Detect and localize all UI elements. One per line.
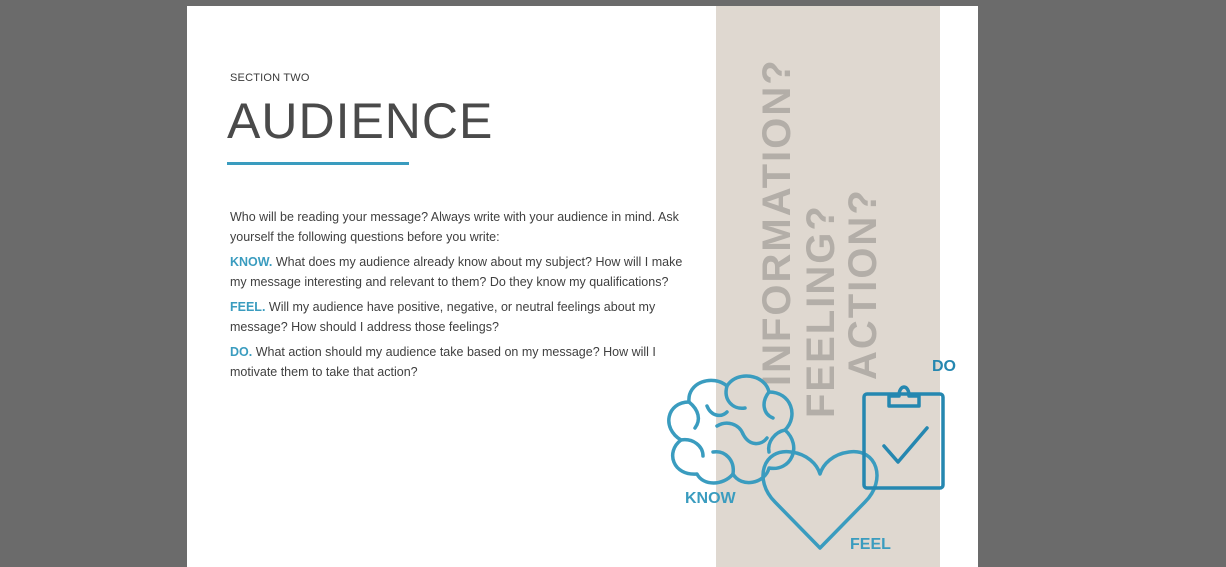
document-page <box>187 6 978 567</box>
section-label: SECTION TWO <box>230 72 310 84</box>
vertical-word-action: ACTION? <box>841 188 885 380</box>
icon-layer <box>187 6 978 567</box>
label-feel: FEEL <box>850 536 891 553</box>
label-do: DO <box>932 358 956 375</box>
page-title: AUDIENCE <box>227 93 494 149</box>
vertical-word-information: INFORMATION? <box>755 58 799 386</box>
feel-keyword: FEEL. <box>230 300 266 314</box>
brain-icon <box>669 376 794 483</box>
do-text: What action should my audience take based on my message? How will I motivate them to take that action? <box>230 345 656 379</box>
do-keyword: DO. <box>230 345 253 359</box>
know-keyword: KNOW. <box>230 255 273 269</box>
vertical-word-feeling: FEELING? <box>799 204 843 418</box>
intro-paragraph: Who will be reading your message? Always write with your audience in mind. Ask yourself the following questions before you write: <box>230 210 679 244</box>
label-know: KNOW <box>685 490 736 507</box>
feel-text: Will my audience have positive, negative, or neutral feelings about my message? How should I address those feelings? <box>230 300 656 334</box>
know-text: What does my audience already know about my subject? How will I make my message interesting and relevant to them? Do they know my qualifications? <box>230 255 683 289</box>
